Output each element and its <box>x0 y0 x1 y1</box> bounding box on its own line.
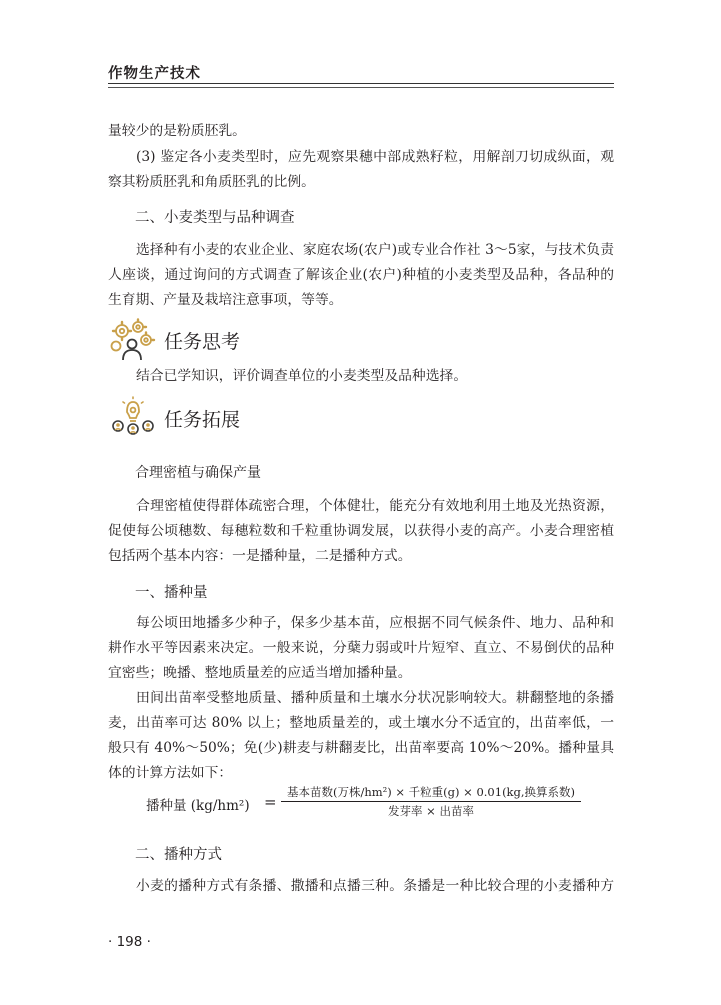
subsection-heading: 合理密植与确保产量 <box>135 465 261 481</box>
paragraph: (3) 鉴定各小麦类型时，应先观察果穗中部成熟籽粒，用解剖刀切成纵面，观察其粉质胚乳和角质胚乳的比例。 <box>108 149 614 190</box>
paragraph: 每公顷田地播多少种子，保多少基本苗，应根据不同气候条件、地力、品种和耕作水平等因素来决定。一般来说，分蘖力弱或叶片短窄、直立、不易倒伏的品种宜密些；晚播、整地质量差的应适当增加播种量。 <box>108 615 614 681</box>
page-number: · 198 · <box>108 934 151 950</box>
fraction-bar <box>281 801 581 802</box>
formula-lhs: 播种量 (kg/hm²) <box>146 798 250 814</box>
header-rule-thick <box>108 83 614 84</box>
paragraph: 选择种有小麦的农业企业、家庭农场(农户)或专业合作社 3～5家，与技术负责人座谈，通过询问的方式调查了解该企业(农户)种植的小麦类型及品种，各品种的生育期、产量及栽培注意事项，等等。 <box>108 242 614 308</box>
formula-numerator: 基本苗数(万株/hm²) × 千粒重(g) × 0.01(kg,换算系数) <box>286 785 576 799</box>
paragraph: 合理密植使得群体疏密合理，个体健壮，能充分有效地利用土地及光热资源，促使每公顷穗数、每穗粒数和千粒重协调发展，以获得小麦的高产。小麦合理密植包括两个基本内容：一是播种量，二是播种方式。 <box>108 498 614 564</box>
paragraph: 结合已学知识，评价调查单位的小麦类型及品种选择。 <box>136 368 468 384</box>
lightbulb-people-icon <box>108 396 158 440</box>
section-heading: 一、播种量 <box>135 585 208 601</box>
task-extend-title: 任务拓展 <box>164 408 241 431</box>
formula-denominator: 发芽率 × 出苗率 <box>388 804 474 818</box>
gears-person-icon <box>108 318 158 362</box>
task-think-block <box>108 318 240 362</box>
section-heading: 二、播种方式 <box>135 847 222 863</box>
formula-equals: = <box>264 793 277 811</box>
task-extend-block <box>108 396 240 440</box>
running-header: 作物生产技术 <box>108 66 201 82</box>
paragraph: 量较少的是粉质胚乳。 <box>108 123 246 139</box>
paragraph: 小麦的播种方式有条播、撒播和点播三种。条播是一种比较合理的小麦播种方 <box>136 878 614 894</box>
seeding-rate-formula <box>146 784 616 824</box>
section-heading: 二、小麦类型与品种调查 <box>135 210 295 226</box>
task-think-title: 任务思考 <box>164 330 241 353</box>
header-rule-thin <box>108 87 614 88</box>
paragraph: 田间出苗率受整地质量、播种质量和土壤水分状况影响较大。耕翻整地的条播麦，出苗率可达 80% 以上；整地质量差的，或土壤水分不适宜的，出苗率低，一般只有 40%～50%；免(少)耕麦与耕翻麦比，出苗率要高 10%～20%。播种量具体的计算方法如下： <box>108 690 614 781</box>
